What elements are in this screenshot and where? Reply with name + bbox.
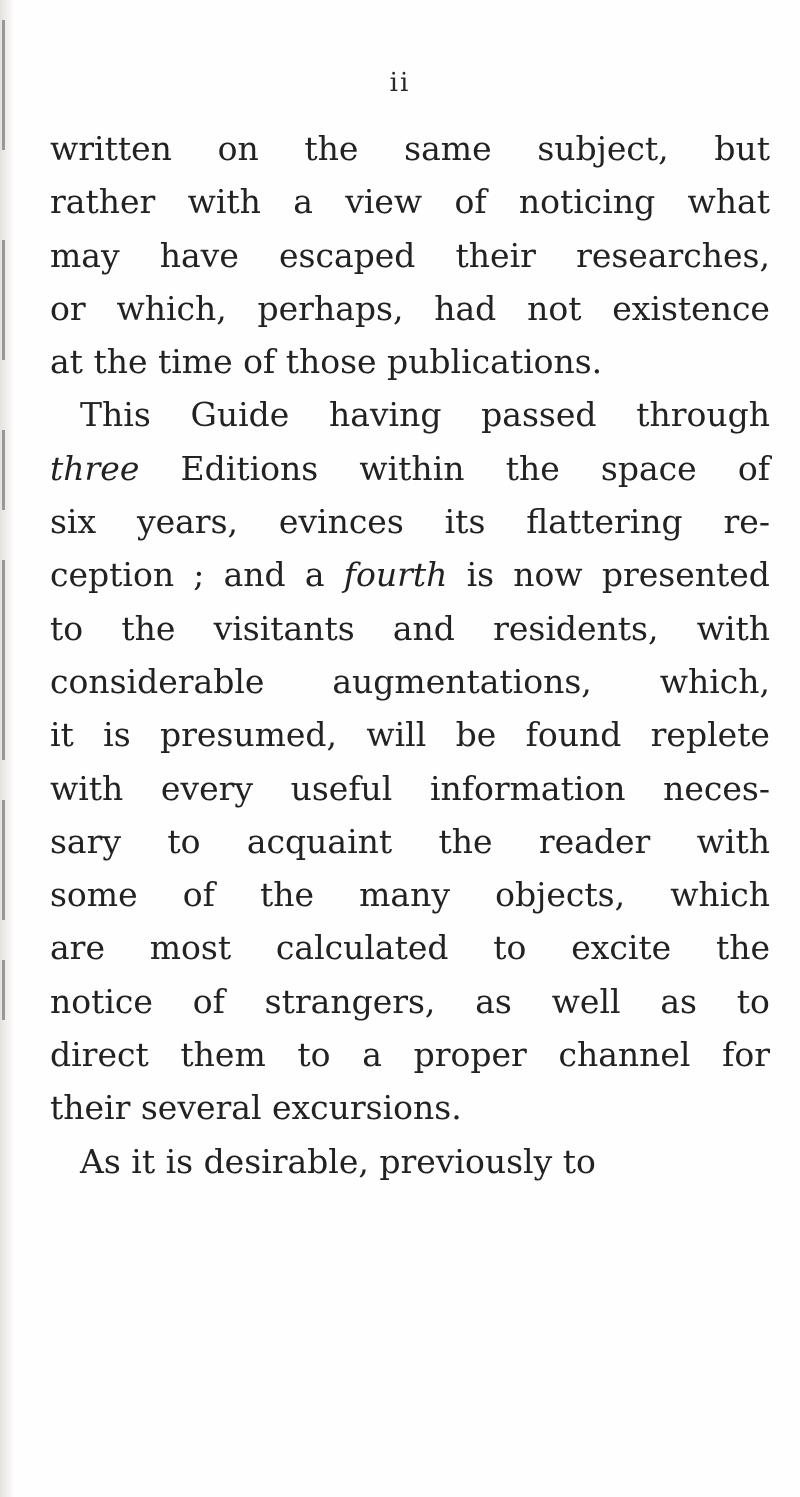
body-text — [50, 122, 770, 1188]
text-line: As it is desirable, previously to — [80, 1141, 596, 1181]
binding-mark — [2, 960, 5, 1020]
text-line: notice of strangers, as well as to — [50, 981, 770, 1021]
text-line: This Guide having passed through — [80, 395, 770, 435]
text-line: to the visitants and residents, with — [50, 608, 770, 648]
text-line: direct them to a proper channel for — [50, 1035, 770, 1075]
text-line: written on the same subject, but — [50, 129, 770, 168]
binding-mark — [2, 800, 5, 920]
binding-edge — [0, 0, 14, 1497]
text-line: may have escaped their researches, — [50, 235, 770, 275]
text-line: considerable augmentations, which, — [50, 661, 770, 701]
text-line: or which, perhaps, had not existence — [50, 288, 770, 328]
text-line: at the time of those publications. — [50, 342, 603, 382]
text-line: three Editions within the space of — [50, 448, 770, 488]
text-line: some of the many objects, which — [50, 875, 770, 915]
text-line: it is presumed, will be found replete — [50, 715, 770, 755]
text-line: sary to acquaint the reader with — [50, 821, 770, 861]
page-number: ii — [389, 68, 411, 98]
text-line: with every useful information neces- — [50, 768, 770, 808]
text-line: rather with a view of noticing what — [50, 182, 770, 222]
binding-mark — [2, 430, 5, 510]
text-line: ception ; and a fourth is now presented — [50, 555, 770, 595]
binding-mark — [2, 240, 5, 360]
binding-mark — [2, 560, 5, 760]
text-line: six years, evinces its flattering re- — [50, 502, 770, 542]
text-line: are most calculated to excite the — [50, 928, 770, 968]
text-line: their several excursions. — [50, 1088, 462, 1128]
